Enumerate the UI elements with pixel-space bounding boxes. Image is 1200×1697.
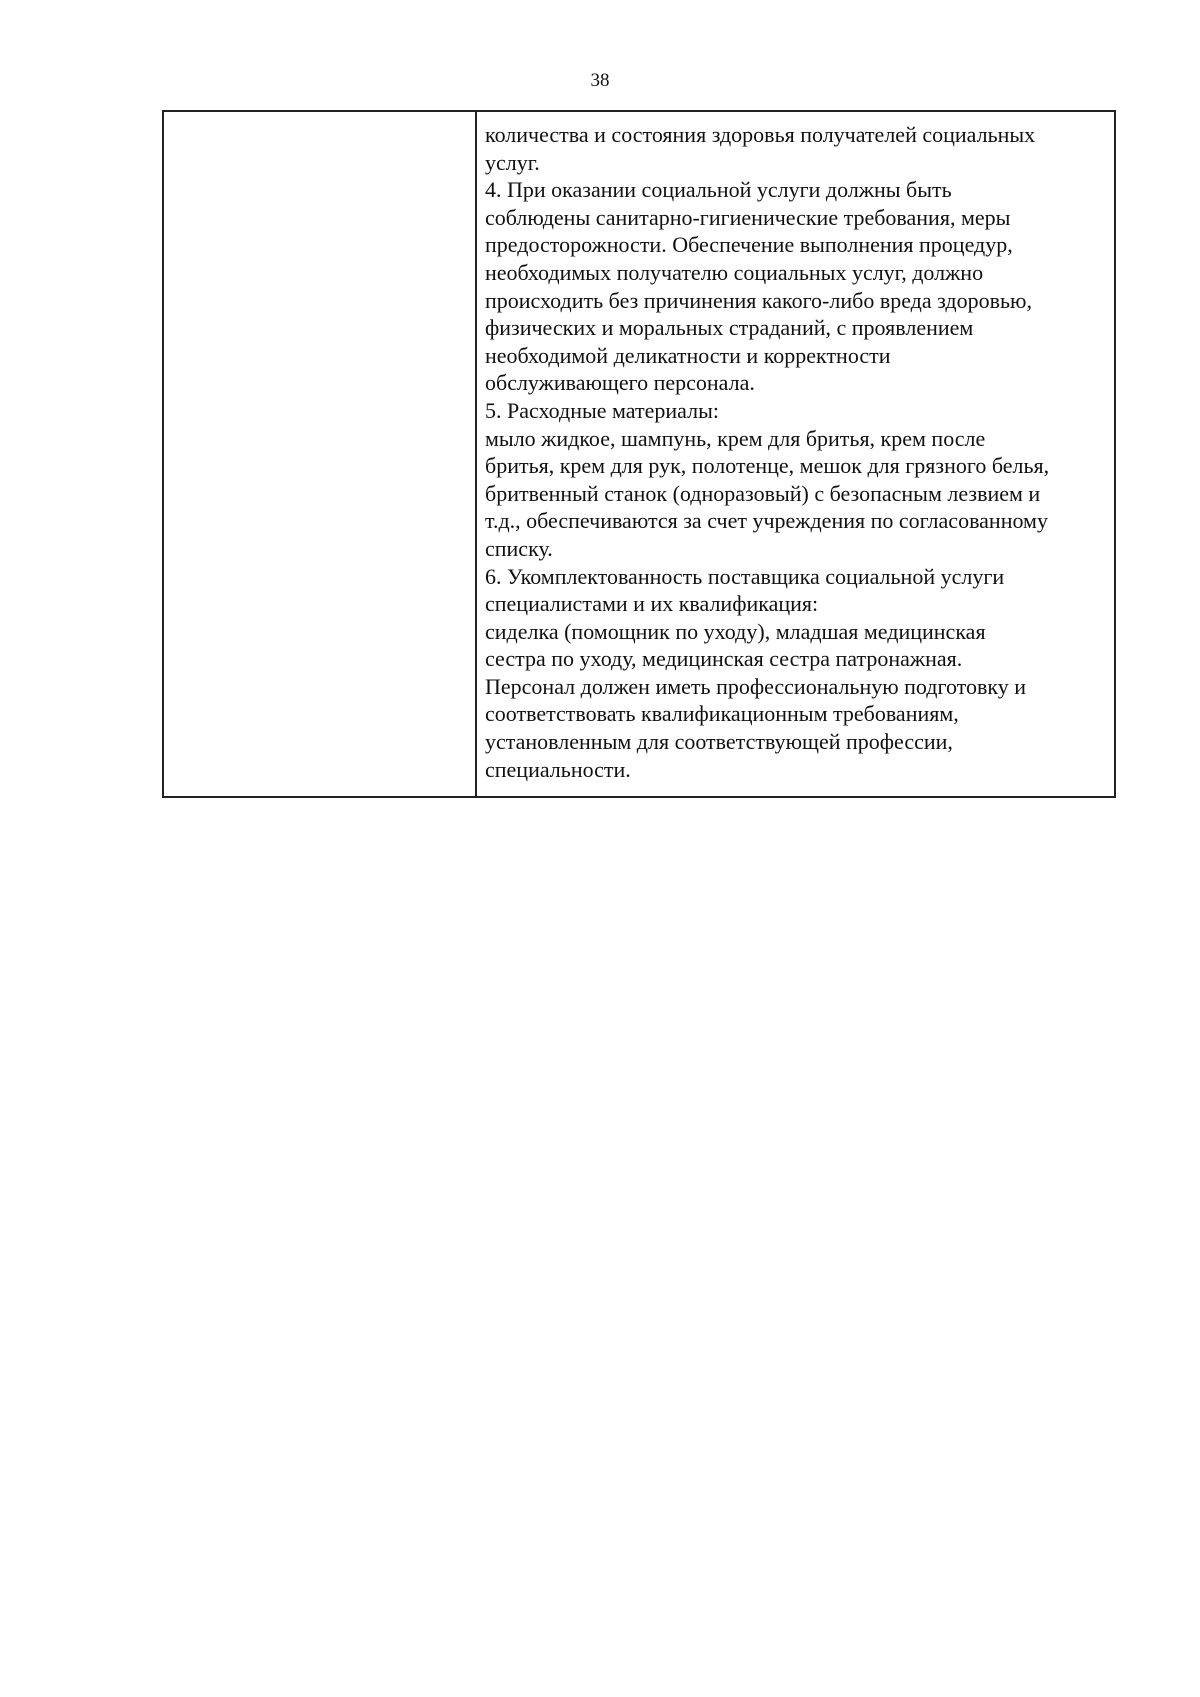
text-line: т.д., обеспечиваются за счет учреждения по согласованному: [485, 508, 1048, 534]
text-line: необходимой деликатности и корректности: [485, 342, 891, 368]
text-line: обслуживающего персонала.: [485, 370, 755, 396]
text-line: бритвенный станок (одноразовый) с безопасным лезвием и: [485, 480, 1041, 506]
text-line: мыло жидкое, шампунь, крем для бритья, крем после: [485, 425, 986, 451]
text-line: соответствовать квалификационным требованиям,: [485, 701, 959, 727]
text-line: услуг.: [485, 149, 540, 175]
text-line: специалистами и их квалификация:: [485, 591, 819, 617]
text-line: бритья, крем для рук, полотенце, мешок для грязного белья,: [485, 453, 1050, 479]
text-line: установленным для соответствующей профессии,: [485, 729, 953, 755]
text-line: специальности.: [485, 756, 631, 782]
text-line: происходить без причинения какого-либо вреда здоровью,: [485, 287, 1032, 313]
text-line: количества и состояния здоровья получателей социальных: [485, 122, 1036, 147]
text-line: предосторожности. Обеспечение выполнения процедур,: [485, 232, 1013, 258]
text-line: соблюдены санитарно-гигиенические требования, меры: [485, 204, 1011, 230]
page-number: 38: [590, 70, 610, 91]
text-line: 5. Расходные материалы:: [485, 397, 719, 423]
text-line: сиделка (помощник по уходу), младшая медицинская: [485, 618, 986, 644]
text-line: физических и моральных страданий, с проявлением: [485, 315, 974, 341]
text-line: Персонал должен иметь профессиональную подготовку и: [485, 673, 1027, 699]
table-cell-left: [164, 112, 477, 796]
text-line: сестра по уходу, медицинская сестра патронажная.: [485, 646, 963, 672]
text-line: 6. Укомплектованность поставщика социальной услуги: [485, 563, 1005, 589]
text-line: списку.: [485, 535, 553, 561]
text-line: необходимых получателю социальных услуг, должно: [485, 259, 984, 285]
text-line: 4. При оказании социальной услуги должны быть: [485, 177, 952, 203]
document-table: [162, 110, 1116, 798]
table-cell-right: [477, 112, 1114, 796]
